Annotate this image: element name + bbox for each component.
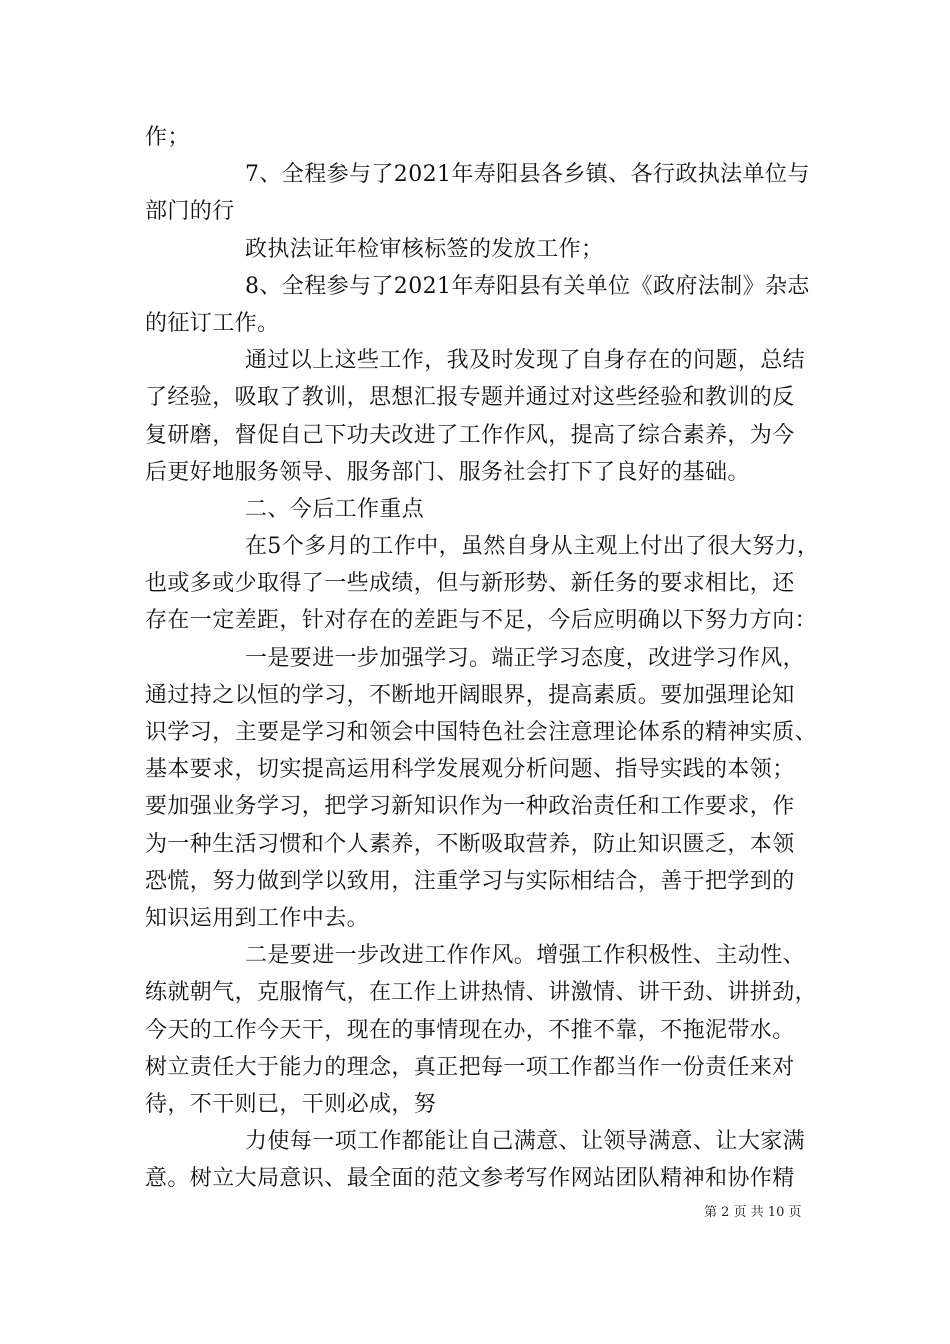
document-body [145, 119, 825, 1197]
text-line: 要加强业务学习，把学习新知识作为一种政治责任和工作要求，作 [145, 794, 795, 820]
text-line: 后更好地服务领导、服务部门、服务社会打下了良好的基础。 [145, 459, 750, 485]
text-line: 通过以上这些工作，我及时发现了自身存在的问题，总结 [245, 348, 806, 374]
text-line: 作； [145, 125, 190, 150]
text-line: 练就朝气，克服惰气，在工作上讲热情、讲激情、讲干劲、讲拼劲， [145, 980, 818, 1006]
text-line: 7、全程参与了2021年寿阳县各乡镇、各行政执法单位与 [245, 162, 810, 188]
text-line: 了经验，吸取了教训，思想汇报专题并通过对这些经验和教训的反 [145, 385, 795, 411]
text-line: 复研磨，督促自己下功夫改进了工作作风，提高了综合素养，为今 [145, 422, 795, 448]
text-line: 基本要求，切实提高运用科学发展观分析问题、指导实践的本领； [145, 757, 795, 783]
text-line: 识学习，主要是学习和领会中国特色社会注意理论体系的精神实质、 [145, 720, 818, 745]
text-line: 部门的行 [145, 199, 235, 225]
text-line: 也或多或少取得了一些成绩，但与新形势、新任务的要求相比，还 [145, 571, 795, 597]
text-line: 一是要进一步加强学习。端正学习态度，改进学习作风， [245, 645, 806, 671]
text-line: 恐慌，努力做到学以致用，注重学习与实际相结合，善于把学到的 [145, 868, 795, 894]
text-line: 二、今后工作重点 [245, 496, 425, 522]
text-line: 力使每一项工作都能让自己满意、让领导满意、让大家满 [245, 1129, 806, 1155]
text-line: 今天的工作今天干，现在的事情现在办，不推不靠，不拖泥带水。 [145, 1017, 795, 1043]
text-line: 在5个多月的工作中，虽然自身从主观上付出了很大努力， [245, 534, 820, 560]
text-line: 政执法证年检审核标签的发放工作； [245, 236, 604, 262]
text-line: 存在一定差距，针对存在的差距与不足，今后应明确以下努力方向： [145, 608, 818, 634]
text-line: 树立责任大于能力的理念，真正把每一项工作都当作一份责任来对 [145, 1054, 795, 1080]
text-line: 为一种生活习惯和个人素养，不断吸取营养，防止知识匮乏，本领 [145, 831, 795, 857]
page-number: 第 2 页 共 10 页 [704, 1205, 802, 1220]
text-line: 8、全程参与了2021年寿阳县有关单位《政府法制》杂志 [245, 273, 810, 299]
text-line: 二是要进一步改进工作作风。增强工作积极性、主动性、 [245, 943, 806, 969]
text-line: 意。树立大局意识、最全面的范文参考写作网站团队精神和协作精 [145, 1166, 795, 1192]
text-line: 待，不干则已，干则必成，努 [145, 1091, 437, 1117]
text-line: 知识运用到工作中去。 [145, 905, 370, 931]
text-line: 通过持之以恒的学习，不断地开阔眼界，提高素质。要加强理论知 [145, 682, 795, 708]
text-line: 的征订工作。 [145, 310, 280, 336]
